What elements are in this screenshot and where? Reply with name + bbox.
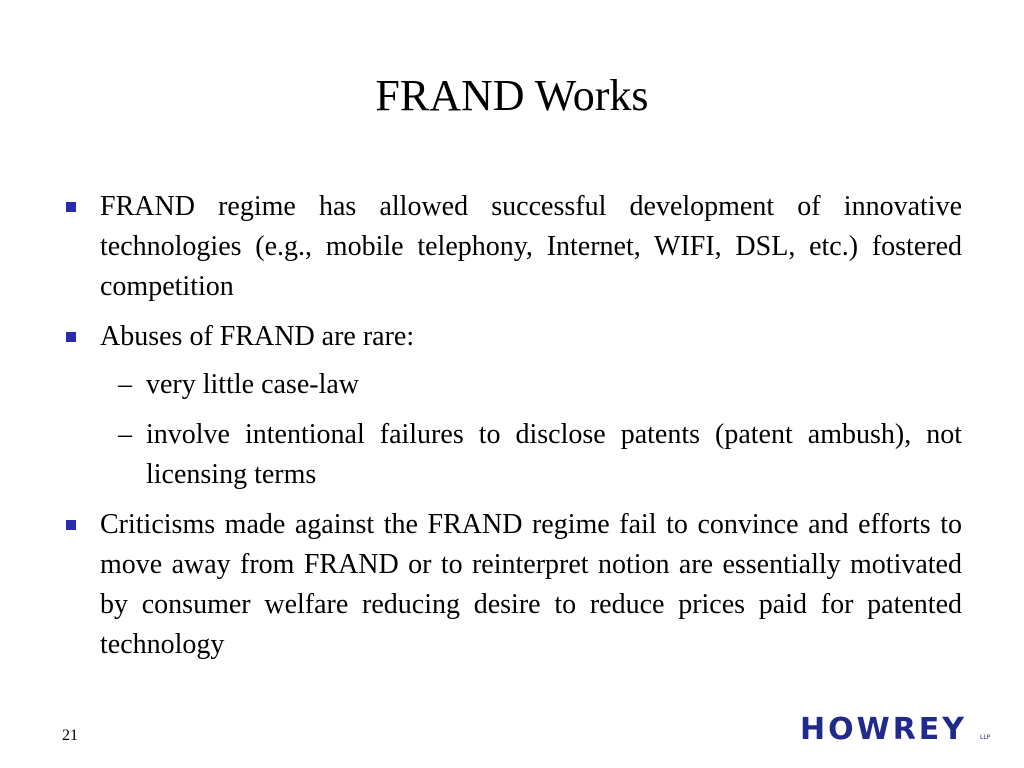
dash-marker: – [118,369,132,400]
sub-bullet-text: involve intentional failures to disclose patents (patent ambush), not licensing terms [146,419,962,490]
howrey-logo [800,710,990,750]
sub-bullet-item [100,415,962,495]
dash-marker: – [118,419,132,450]
slide-title: FRAND Works [375,71,649,120]
bullet-text: Criticisms made against the FRAND regime fail to convince and efforts to move away from FRAND or to reinterpret notion are essentially motivated by consumer welfare reducing desire to reduce prices paid for patented technology [100,509,962,660]
logo-suffix: LLP [980,734,991,741]
square-bullet-icon [66,202,76,212]
page-number: 21 [62,727,78,744]
square-bullet-icon [66,332,76,342]
logo-text: HOWREY [800,712,968,747]
sub-bullet-list [100,365,962,495]
bullet-item [62,505,962,665]
bullet-list [62,187,962,675]
bullet-item [62,187,962,307]
bullet-item [62,317,962,495]
sub-bullet-item [100,365,962,405]
sub-bullet-text: very little case-law [146,369,360,400]
square-bullet-icon [66,520,76,530]
bullet-text: Abuses of FRAND are rare: [100,321,415,352]
bullet-text: FRAND regime has allowed successful development of innovative technologies (e.g., mobile telephony, Internet, WIFI, DSL, etc.) fostered competition [100,191,962,302]
